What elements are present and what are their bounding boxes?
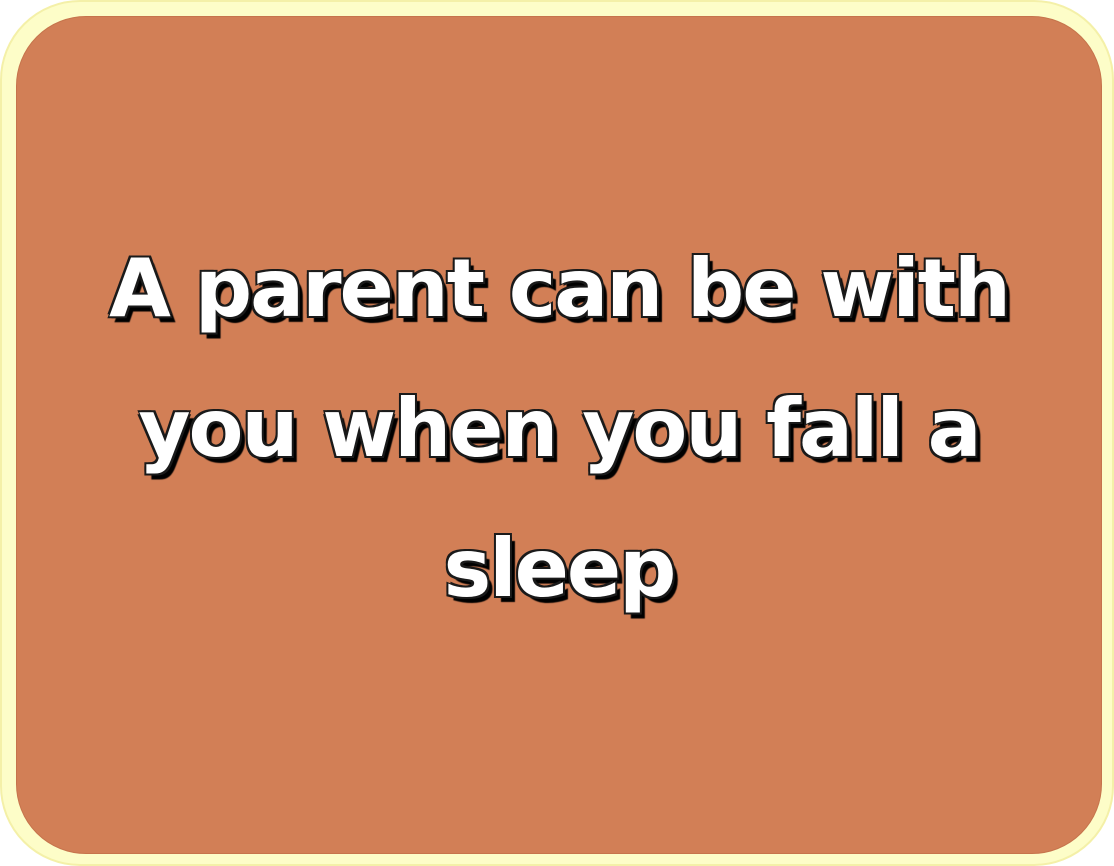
card-message: A parent can be with you when you fall a sleep xyxy=(109,242,1009,615)
message-card xyxy=(16,16,1102,854)
